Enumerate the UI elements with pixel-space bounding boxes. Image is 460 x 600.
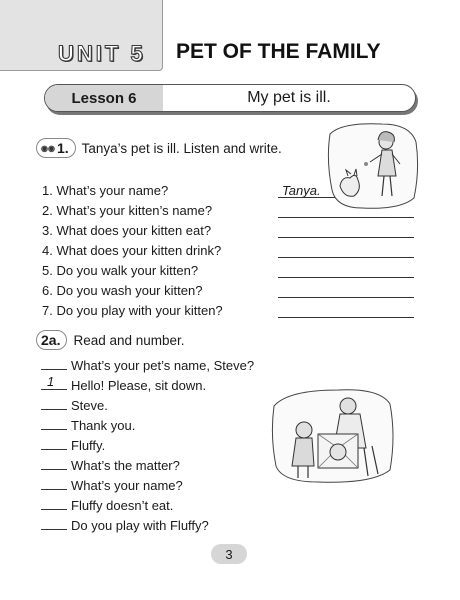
question-text: 7. Do you play with your kitten?	[42, 303, 223, 318]
answer-line[interactable]	[278, 237, 414, 238]
task1-number-badge	[36, 138, 76, 158]
answer-line[interactable]	[278, 257, 414, 258]
task2-instruction: Read and number.	[73, 332, 185, 348]
question-text: 5. Do you walk your kitten?	[42, 263, 199, 278]
number-blank[interactable]	[41, 376, 67, 390]
unit-label: UNIT 5	[58, 41, 146, 66]
lesson-number: Lesson 6	[45, 85, 163, 111]
answer-line[interactable]	[278, 317, 414, 318]
question-text: 6. Do you wash your kitten?	[42, 283, 203, 298]
dialogue-text: Fluffy doesn’t eat.	[71, 498, 174, 513]
answer-line[interactable]	[278, 297, 414, 298]
dialogue-text: Do you play with Fluffy?	[71, 518, 209, 533]
dialogue-line	[41, 516, 321, 534]
task1-heading	[36, 138, 282, 158]
dialogue-text: What’s your name?	[71, 478, 183, 493]
question-row	[42, 243, 422, 261]
question-row	[42, 263, 422, 281]
answer-text: Tanya.	[282, 183, 321, 198]
number-blank[interactable]	[41, 416, 67, 430]
dialogue-line	[41, 356, 321, 374]
dialogue-text: What’s the matter?	[71, 458, 180, 473]
number-blank[interactable]	[41, 456, 67, 470]
page-title: PET OF THE FAMILY	[176, 40, 381, 63]
page-number: 3	[211, 544, 247, 564]
number-blank[interactable]	[41, 516, 67, 530]
cd-audio-icon: ◉◉	[41, 143, 55, 153]
question-text: 1. What’s your name?	[42, 183, 169, 198]
number-blank[interactable]	[41, 496, 67, 510]
dialogue-line	[41, 496, 321, 514]
answer-line[interactable]	[278, 277, 414, 278]
girl-with-kitten-illustration	[322, 120, 422, 212]
task2-number: 2a.	[41, 332, 61, 348]
question-text: 3. What does your kitten eat?	[42, 223, 212, 238]
number-blank[interactable]	[41, 356, 67, 370]
lesson-bar	[44, 84, 416, 112]
question-row	[42, 303, 422, 321]
task1-instruction: Tanya’s pet is ill. Listen and write.	[81, 140, 282, 156]
question-row	[42, 283, 422, 301]
lesson-title: My pet is ill.	[247, 89, 331, 106]
task2-heading	[36, 330, 185, 350]
dialogue-text: Hello! Please, sit down.	[71, 378, 207, 393]
vet-visit-illustration	[268, 386, 398, 486]
number-blank[interactable]	[41, 436, 67, 450]
dialogue-text: Steve.	[71, 398, 108, 413]
question-text: 2. What’s your kitten’s name?	[42, 203, 213, 218]
dialogue-text: Fluffy.	[71, 438, 106, 453]
question-text: 4. What does your kitten drink?	[42, 243, 222, 258]
blank-number: 1	[47, 374, 55, 389]
answer-line[interactable]	[278, 217, 414, 218]
task2-number-badge	[36, 330, 67, 350]
dialogue-text: Thank you.	[71, 418, 136, 433]
task1-number: 1.	[56, 140, 69, 156]
question-row	[42, 223, 422, 241]
number-blank[interactable]	[41, 396, 67, 410]
number-blank[interactable]	[41, 476, 67, 490]
dialogue-text: What’s your pet’s name, Steve?	[71, 358, 255, 373]
